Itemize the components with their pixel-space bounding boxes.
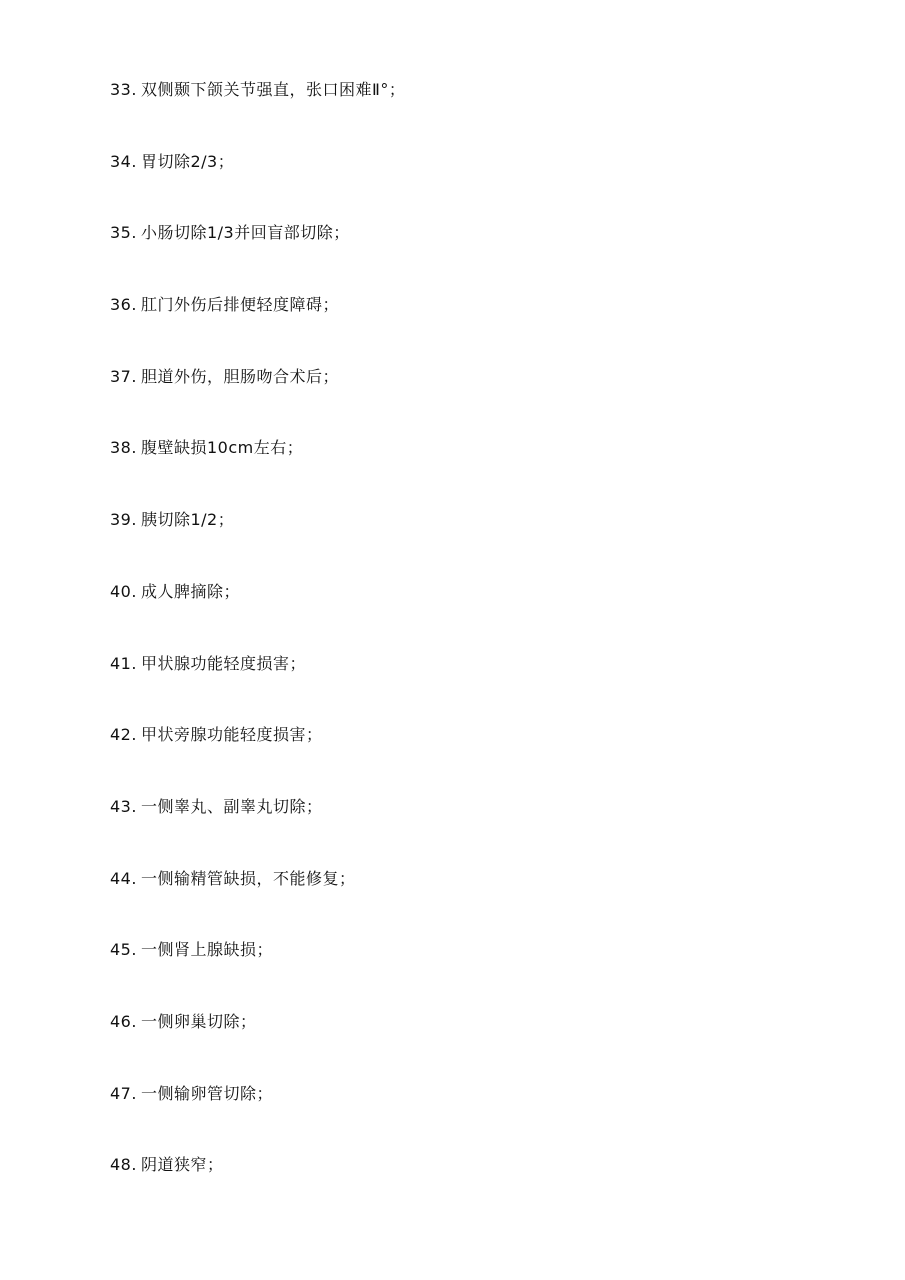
item-text: 小肠切除1/3并回盲部切除； xyxy=(140,223,350,243)
list-item xyxy=(110,430,405,502)
list-item xyxy=(110,1147,405,1219)
list-item xyxy=(110,1076,405,1148)
item-text: 双侧颞下颌关节强直，张口困难Ⅱ°； xyxy=(140,80,406,99)
item-number: 48. xyxy=(110,1155,137,1175)
item-text: 胆道外伤，胆肠吻合术后； xyxy=(140,366,339,386)
list-item xyxy=(110,932,405,1004)
item-text: 阴道狭窄； xyxy=(140,1155,224,1175)
item-number: 34. xyxy=(110,151,137,171)
list-item xyxy=(110,144,405,216)
item-text: 一侧肾上腺缺损； xyxy=(140,940,273,960)
item-number: 46. xyxy=(110,1011,137,1031)
item-list xyxy=(110,72,405,1219)
item-text: 成人脾摘除； xyxy=(140,581,240,601)
item-text: 胃切除2/3； xyxy=(140,151,235,171)
item-text: 甲状旁腺功能轻度损害； xyxy=(140,725,323,745)
item-text: 一侧卵巢切除； xyxy=(140,1011,257,1031)
item-number: 45. xyxy=(110,940,137,960)
item-number: 33. xyxy=(110,80,137,99)
list-item xyxy=(110,502,405,574)
item-text: 胰切除1/2； xyxy=(140,510,235,530)
item-text: 一侧输卵管切除； xyxy=(140,1083,273,1103)
list-item xyxy=(110,215,405,287)
item-number: 37. xyxy=(110,366,137,386)
item-number: 41. xyxy=(110,653,137,673)
item-number: 36. xyxy=(110,295,137,315)
item-number: 44. xyxy=(110,868,137,888)
list-item xyxy=(110,287,405,359)
item-text: 腹壁缺损10cm左右； xyxy=(140,438,304,458)
item-text: 肛门外伤后排便轻度障碍； xyxy=(140,295,339,315)
list-item xyxy=(110,574,405,646)
list-item xyxy=(110,717,405,789)
item-text: 一侧睾丸、副睾丸切除； xyxy=(140,796,323,816)
item-number: 47. xyxy=(110,1083,137,1103)
list-item xyxy=(110,861,405,933)
list-item xyxy=(110,72,405,144)
list-item xyxy=(110,359,405,431)
item-text: 一侧输精管缺损，不能修复； xyxy=(140,868,356,888)
item-text: 甲状腺功能轻度损害； xyxy=(140,653,306,673)
list-item xyxy=(110,789,405,861)
list-item xyxy=(110,646,405,718)
item-number: 39. xyxy=(110,510,137,530)
item-number: 38. xyxy=(110,438,137,458)
item-number: 43. xyxy=(110,796,137,816)
list-item xyxy=(110,1004,405,1076)
item-number: 35. xyxy=(110,223,137,243)
item-number: 42. xyxy=(110,725,137,745)
item-number: 40. xyxy=(110,581,137,601)
